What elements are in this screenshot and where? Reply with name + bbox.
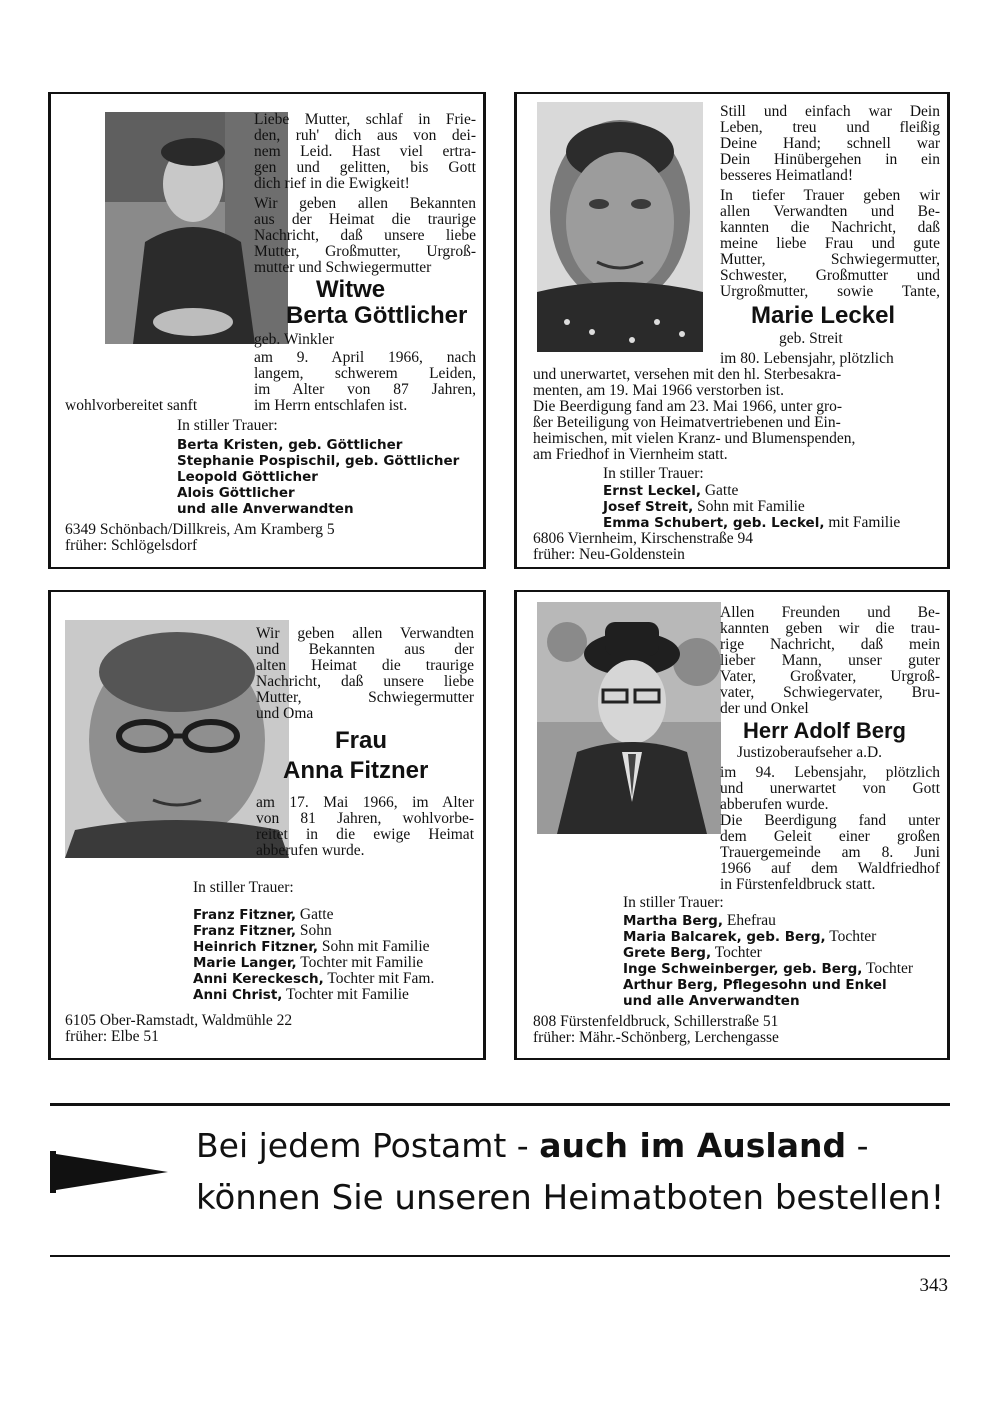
text-line: Vater, Großvater, Urgroß- xyxy=(720,668,940,685)
text-line: am 17. Mai 1966, im Alter xyxy=(256,794,474,811)
address: 6349 Schönbach/Dillkreis, Am Kramberg 5 xyxy=(65,521,335,538)
mourner: Martha Berg, Ehefrau xyxy=(623,912,776,929)
obituary-anna-fitzner xyxy=(48,590,486,1060)
deceased-name: Marie Leckel xyxy=(751,302,896,329)
former-address: früher: Mähr.-Schönberg, Lerchengasse xyxy=(533,1029,779,1046)
former-address: früher: Neu-Goldenstein xyxy=(533,546,685,563)
text-line: kannten die Nachricht, daß xyxy=(720,219,940,236)
obituary-berta-goettlicher xyxy=(48,92,486,569)
birth-name: geb. Winkler xyxy=(254,331,335,348)
mourning-label: In stiller Trauer: xyxy=(603,465,704,482)
text-line: von 81 Jahren, wohlvorbe- xyxy=(256,810,474,827)
text-line: menten, am 19. Mai 1966 verstorben ist. xyxy=(533,382,784,399)
text-line: mutter und Schwiegermutter xyxy=(254,259,432,276)
arrow-icon xyxy=(50,1147,170,1197)
text-line: 1966 auf dem Waldfriedhof xyxy=(720,860,940,877)
profession: Justizoberaufseher a.D. xyxy=(737,744,883,761)
text-line: ßer Beteiligung von Heimatvertriebenen und Ein- xyxy=(533,414,841,431)
birth-name: geb. Streit xyxy=(779,330,843,347)
text-line: Die Beerdigung fand unter xyxy=(720,812,940,829)
text-line: meine liebe Frau und gute xyxy=(720,235,940,252)
text-line: dich rief in die Ewigkeit! xyxy=(254,175,410,192)
mourning-label: In stiller Trauer: xyxy=(193,879,294,896)
text-line: im 94. Lebensjahr, plötzlich xyxy=(720,764,940,781)
mourner: Marie Langer, Tochter mit Familie xyxy=(193,954,424,971)
obituary-adolf-berg xyxy=(514,590,950,1060)
text-line: In tiefer Trauer geben wir xyxy=(720,187,940,204)
text-line: im Herrn entschlafen ist. xyxy=(254,397,408,414)
portrait-photo xyxy=(537,602,721,834)
text-line: vater, Schwiegervater, Bru- xyxy=(720,684,940,701)
banner-top-rule xyxy=(50,1103,950,1106)
text-line: Deine Hand; schnell war xyxy=(720,135,940,152)
mourner: Inge Schweinberger, geb. Berg, Tochter xyxy=(623,960,914,977)
text-line: alten Heimat die traurige xyxy=(256,657,474,674)
mourner: Grete Berg, Tochter xyxy=(623,944,762,961)
title-witwe: Witwe xyxy=(316,276,386,303)
text-line: Mutter, Schwiegermutter xyxy=(256,689,474,706)
text-line: in Fürstenfeldbruck statt. xyxy=(720,876,876,893)
text-line: allen Verwandten und Be- xyxy=(720,203,940,220)
page-number: 343 xyxy=(919,1275,948,1296)
mourner: Maria Balcarek, geb. Berg, Tochter xyxy=(623,928,877,945)
text-line: Mutter, Großmutter, Urgroß- xyxy=(254,243,476,260)
text-line: Schwester, Großmutter und xyxy=(720,267,940,284)
mourner: Leopold Göttlicher xyxy=(177,469,318,485)
text-line: Wir geben allen Verwandten xyxy=(256,625,474,642)
mourner: Heinrich Fitzner, Sohn mit Familie xyxy=(193,938,430,955)
text-line: und Oma xyxy=(256,705,314,722)
text-line: am Friedhof in Viernheim statt. xyxy=(533,446,728,463)
text-line: Nachricht, daß unsere liebe xyxy=(256,673,474,690)
text-line: Nachricht, daß unsere liebe xyxy=(254,227,476,244)
text-line: dem Geleit einer großen xyxy=(720,828,940,845)
mourner: und alle Anverwandten xyxy=(177,501,354,517)
obituary-marie-leckel xyxy=(514,92,950,569)
mourning-label: In stiller Trauer: xyxy=(177,417,278,434)
banner-line-1: Bei jedem Postamt - auch im Ausland - xyxy=(196,1126,869,1165)
mourning-label: In stiller Trauer: xyxy=(623,894,724,911)
text-line: langem, schwerem Leiden, xyxy=(254,365,476,382)
text-line: kannten geben wir die trau- xyxy=(720,620,940,637)
text-line: nem Leid. Hast viel ertra- xyxy=(254,143,476,160)
text-line: Trauergemeinde am 8. Juni xyxy=(720,844,940,861)
mourner: Anni Christ, Tochter mit Familie xyxy=(193,986,409,1003)
address: 6105 Ober-Ramstadt, Waldmühle 22 xyxy=(65,1012,293,1029)
mourner: Josef Streit, Sohn mit Familie xyxy=(603,498,805,515)
address: 6806 Viernheim, Kirschenstraße 94 xyxy=(533,530,754,547)
text-line: Urgroßmutter, sowie Tante, xyxy=(720,283,940,300)
text-line: Liebe Mutter, schlaf in Frie- xyxy=(254,111,476,128)
text-line: abberufen wurde. xyxy=(720,796,829,813)
mourner: Berta Kristen, geb. Göttlicher xyxy=(177,437,403,453)
text-line: lieber Mann, unser guter xyxy=(720,652,940,669)
mourner: Alois Göttlicher xyxy=(177,485,295,501)
text-line: und unerwartet von Gott xyxy=(720,780,940,797)
former-address: früher: Elbe 51 xyxy=(65,1028,159,1045)
mourner: Stephanie Pospischil, geb. Göttlicher xyxy=(177,453,460,469)
text-line: rige Nachricht, daß mein xyxy=(720,636,940,653)
text-line: Leben, treu und fleißig xyxy=(720,119,940,136)
text-line: besseres Heimatland! xyxy=(720,167,853,184)
portrait-photo xyxy=(537,102,703,352)
address: 808 Fürstenfeldbruck, Schillerstraße 51 xyxy=(533,1013,779,1030)
text-line: reitet in die ewige Heimat xyxy=(256,826,474,843)
mourner: Arthur Berg, Pflegesohn und Enkel xyxy=(623,977,887,993)
banner-line-2: können Sie unseren Heimatboten bestellen! xyxy=(196,1178,945,1218)
text-line: und Bekannten aus der xyxy=(256,641,474,658)
text-line: den, ruh' dich aus von dei- xyxy=(254,127,476,144)
text-line: Still und einfach war Dein xyxy=(720,103,940,120)
text-line: im Alter von 87 Jahren, xyxy=(254,381,476,398)
former-address: früher: Schlögelsdorf xyxy=(65,537,198,554)
text-line: Wir geben allen Bekannten xyxy=(254,195,476,212)
text-line: abberufen wurde. xyxy=(256,842,365,859)
text-line: im 80. Lebensjahr, plötzlich xyxy=(720,350,894,367)
deceased-name: Anna Fitzner xyxy=(283,757,429,784)
banner-bottom-rule xyxy=(50,1255,950,1257)
text-line: Mutter, Schwiegermutter, xyxy=(720,251,940,268)
text-line: am 9. April 1966, nach xyxy=(254,349,476,366)
mourner: Franz Fitzner, Sohn xyxy=(193,922,332,939)
text-line: Dein Hinübergehen in ein xyxy=(720,151,940,168)
text-line: heimischen, mit vielen Kranz- und Blumenspenden, xyxy=(533,430,856,447)
mourner: Ernst Leckel, Gatte xyxy=(603,482,739,499)
deceased-name: Berta Göttlicher xyxy=(286,302,468,329)
text-line: und unerwartet, versehen mit den hl. Sterbesakra- xyxy=(533,366,842,383)
mourner: und alle Anverwandten xyxy=(623,993,800,1009)
text-line: gen und gelitten, bis Gott xyxy=(254,159,476,176)
title-frau: Frau xyxy=(335,727,388,754)
deceased-name: Herr Adolf Berg xyxy=(743,718,906,743)
mourner: Franz Fitzner, Gatte xyxy=(193,906,334,923)
mourner: Anni Kereckesch, Tochter mit Fam. xyxy=(193,970,435,987)
text-line: Die Beerdigung fand am 23. Mai 1966, unter gro- xyxy=(533,398,843,415)
text-line: der und Onkel xyxy=(720,700,809,717)
text-line: wohlvorbereitet sanft xyxy=(65,397,198,414)
text-line: Allen Freunden und Be- xyxy=(720,604,940,621)
text-line: aus der Heimat die traurige xyxy=(254,211,476,228)
mourner: Emma Schubert, geb. Leckel, mit Familie xyxy=(603,514,901,531)
